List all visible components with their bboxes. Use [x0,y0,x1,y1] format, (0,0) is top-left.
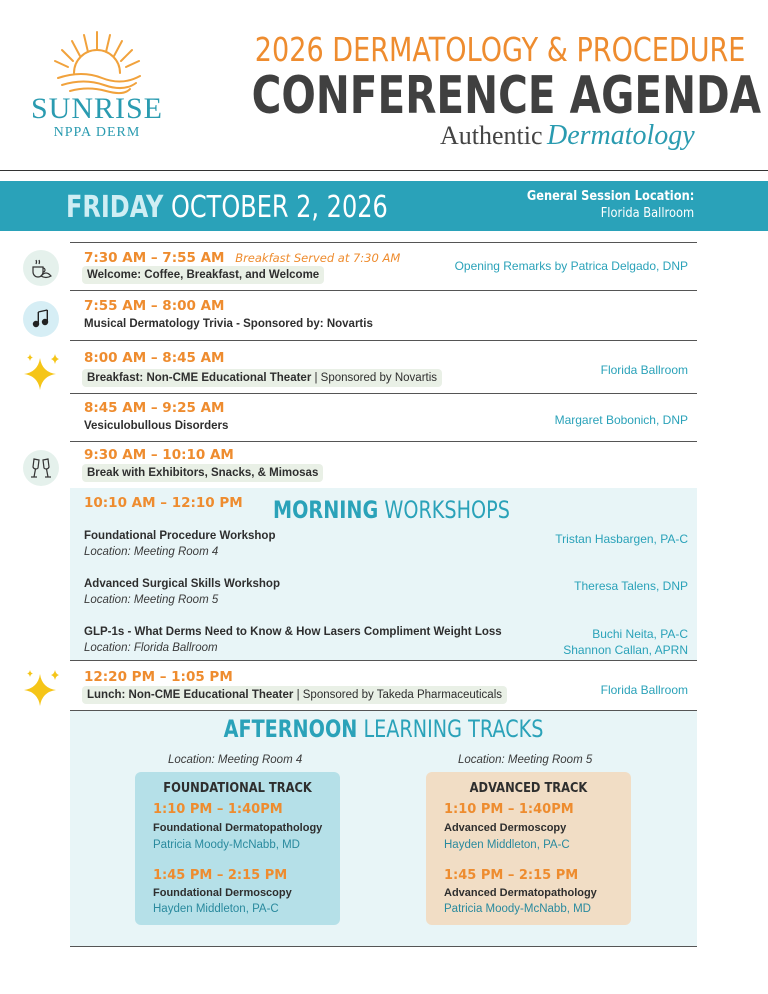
track-session-title: Advanced Dermatopathology [444,887,597,899]
agenda-note: Breakfast Served at 7:30 AM [235,251,401,265]
agenda-session-title [82,369,442,387]
agenda-title-text: Breakfast: Non-CME Educational Theater [87,372,312,384]
agenda-title-text: Welcome: Coffee, Breakfast, and Welcome [87,269,320,281]
workshops-title-rest: WORKSHOPS [378,496,510,524]
agenda-title-text: Break with Exhibitors, Snacks, & Mimosas [87,467,319,479]
advanced-location: Location: Meeting Room 5 [458,754,593,766]
agenda-time: 8:45 AM – 9:25 AM [84,400,225,416]
track-session-time: 1:10 PM – 1:40PM [444,802,574,817]
agenda-room: Florida Ballroom [600,363,688,377]
row-divider [70,660,697,661]
footer-divider [70,946,697,947]
lunch-time: 12:20 PM – 1:05 PM [84,669,233,685]
afternoon-title-rest: LEARNING TRACKS [357,715,544,743]
tagline [440,120,695,152]
workshop-speaker: Tristan Hasbargen, PA-C [555,532,688,546]
workshop-name: GLP-1s - What Derms Need to Know & How Lasers Compliment Weight Loss [84,626,502,638]
logo-subtitle: NPPA DERM [53,125,141,140]
workshop-location: Location: Meeting Room 5 [84,594,219,606]
workshop-speaker-2: Shannon Callan, APRN [563,643,688,657]
tagline-dermatology: Dermatology [546,120,695,151]
session-location-value: Florida Ballroom [600,206,694,221]
foundational-track-heading: FOUNDATIONAL TRACK [163,780,312,796]
agenda-session-title: Musical Dermatology Trivia - Sponsored by: Novartis [84,318,373,330]
workshop-location: Location: Meeting Room 4 [84,546,219,558]
agenda-time: 9:30 AM – 10:10 AM [84,447,234,463]
workshops-title [273,496,510,524]
advanced-track-heading: ADVANCED TRACK [469,780,588,796]
lunch-session-title [82,686,507,704]
row-divider [70,340,697,341]
page-title-line2: CONFERENCE AGENDA [251,66,762,126]
track-session-speaker: Hayden Middleton, PA-C [444,839,570,851]
agenda-time [84,250,400,266]
lunch-title-text: Lunch: Non-CME Educational Theater [87,689,294,701]
champagne-glasses-icon [23,450,59,486]
row-divider [70,393,697,394]
workshop-speaker: Buchi Neita, PA-C [592,627,688,641]
workshops-title-bold: MORNING [273,496,379,524]
track-session-title: Foundational Dermoscopy [153,887,292,899]
agenda-speaker: Margaret Bobonich, DNP [554,413,688,427]
row-divider [70,242,697,243]
workshop-name: Advanced Surgical Skills Workshop [84,578,280,590]
track-session-time: 1:10 PM – 1:40PM [153,802,283,817]
row-divider [70,441,697,442]
sparkle-icon [20,668,64,712]
afternoon-title [133,715,635,743]
track-session-speaker: Patricia Moody-McNabb, MD [153,839,300,851]
agenda-time: 7:55 AM – 8:00 AM [84,298,225,314]
track-session-title: Advanced Dermoscopy [444,822,567,834]
coffee-breakfast-icon [23,250,59,286]
banner-date-text: OCTOBER 2, 2026 [171,190,388,225]
session-location-label: General Session Location: [526,189,694,204]
track-session-title: Foundational Dermatopathology [153,822,323,834]
page-title-line1: 2026 DERMATOLOGY & PROCEDURE [254,30,746,69]
lunch-sponsor: | Sponsored by Takeda Pharmaceuticals [296,689,503,701]
header-divider [0,170,768,171]
agenda-time-text: 7:30 AM – 7:55 AM [84,250,225,266]
agenda-session-title [82,266,324,284]
sparkle-icon [20,352,64,396]
agenda-speaker: Opening Remarks by Patrica Delgado, DNP [454,259,688,273]
music-notes-icon [23,301,59,337]
sunrise-sun-icon [22,28,172,98]
tagline-authentic: Authentic [440,121,543,150]
workshops-time: 10:10 AM – 12:10 PM [84,495,243,511]
track-session-speaker: Hayden Middleton, PA-C [153,903,279,915]
track-session-time: 1:45 PM – 2:15 PM [444,868,579,883]
agenda-sponsor: | Sponsored by Novartis [314,372,438,384]
workshop-speaker: Theresa Talens, DNP [574,579,688,593]
banner-day: FRIDAY [66,190,164,225]
agenda-session-title: Vesiculobullous Disorders [84,420,229,432]
foundational-location: Location: Meeting Room 4 [168,754,303,766]
banner-date [66,190,388,225]
lunch-room: Florida Ballroom [600,683,688,697]
track-session-time: 1:45 PM – 2:15 PM [153,868,288,883]
row-divider [70,290,697,291]
agenda-time: 8:00 AM – 8:45 AM [84,350,225,366]
workshop-name: Foundational Procedure Workshop [84,530,276,542]
afternoon-title-bold: AFTERNOON [223,715,358,743]
track-session-speaker: Patricia Moody-McNabb, MD [444,903,591,915]
logo-name: SUNRISE [30,92,164,125]
agenda-session-title [82,464,323,482]
workshop-location: Location: Florida Ballroom [84,642,218,654]
